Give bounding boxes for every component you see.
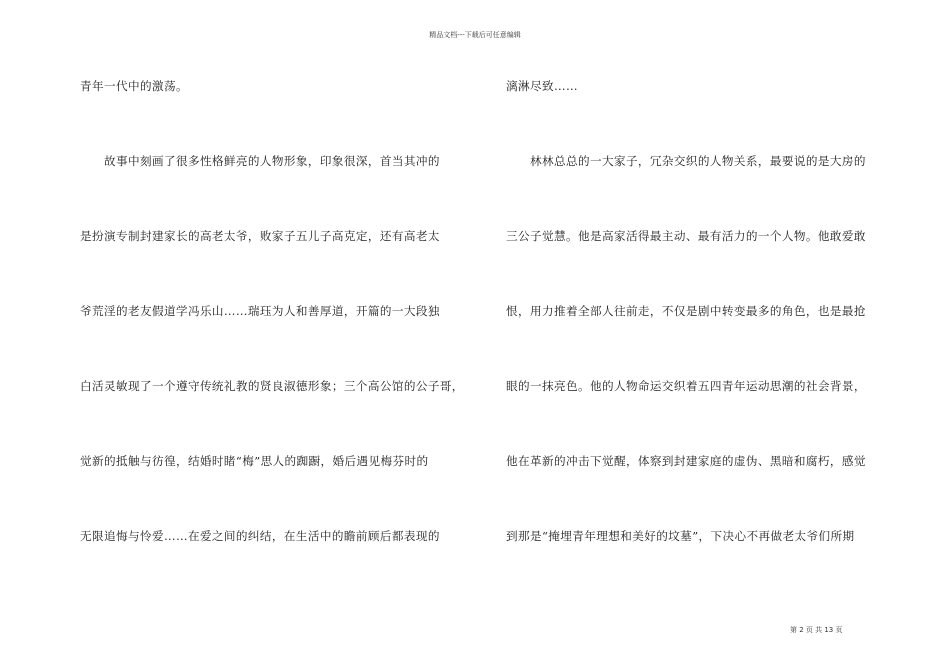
text-line: 漓淋尽致…… <box>506 79 578 93</box>
text-line: 故事中刻画了很多性格鲜亮的人物形象，印象很深，首当其冲的 <box>80 154 440 168</box>
text-line: 林林总总的一大家子，冗杂交织的人物关系，最要说的是大房的 <box>506 154 866 168</box>
text-line: 眼的一抹亮色。他的人物命运交织着五四青年运动思潮的社会背景， <box>506 379 866 393</box>
text-line: 白活灵敏现了一个遵守传统礼教的贤良淑德形象；三个高公馆的公子哥， <box>80 379 464 393</box>
right-text-column <box>506 78 896 603</box>
page-number: 第 2 页 共 13 页 <box>790 626 843 634</box>
text-line: 是扮演专制封建家长的高老太爷，败家子五儿子高克定，还有高老太 <box>80 229 440 243</box>
text-line: 到那是“掩埋青年理想和美好的坟墓”，下决心不再做老太爷们所期 <box>506 529 855 543</box>
text-line: 恨，用力推着全部人往前走，不仅是剧中转变最多的角色，也是最抢 <box>506 304 866 318</box>
page-header: 精品文档---下载后可任意编辑 <box>429 31 521 39</box>
text-line: 无限追悔与怜爱……在爱之间的纠结，在生活中的瞻前顾后都表现的 <box>80 529 440 543</box>
text-line: 觉新的抵触与彷徨，结婚时睹“梅”思人的踟蹰，婚后遇见梅芬时的 <box>80 454 429 468</box>
text-line: 他在革新的冲击下觉醒，体察到封建家庭的虚伪、黑暗和腐朽，感觉 <box>506 454 866 468</box>
text-line: 青年一代中的激荡。 <box>80 79 188 93</box>
left-text-column <box>80 78 480 603</box>
text-line: 三公子觉慧。他是高家活得最主动、最有活力的一个人物。他敢爱敢 <box>506 229 866 243</box>
text-line: 爷荒淫的老友假道学冯乐山……瑞珏为人和善厚道，开篇的一大段独 <box>80 304 440 318</box>
